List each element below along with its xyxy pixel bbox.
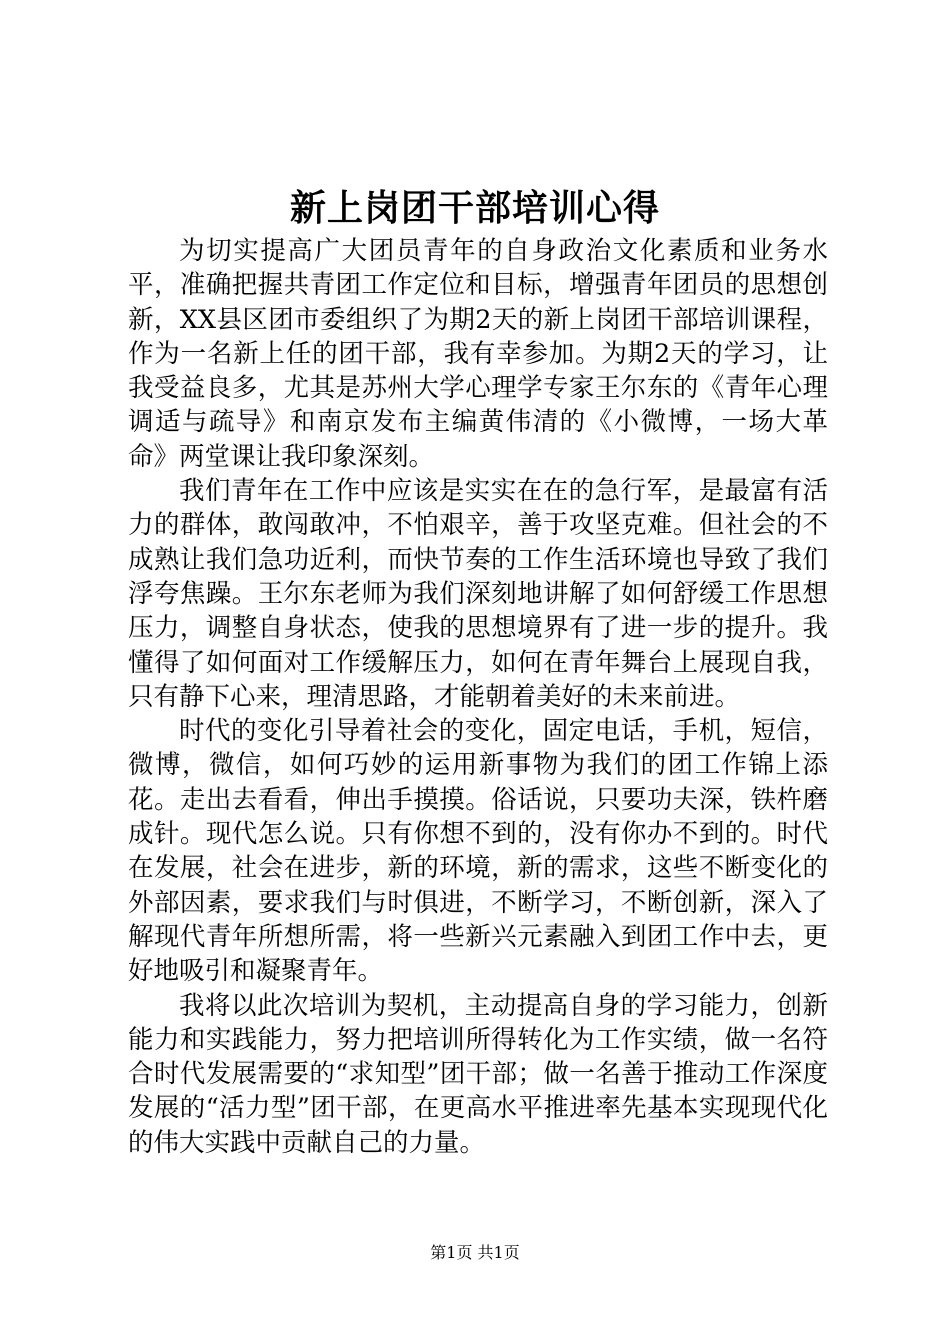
paragraph-3: 时代的变化引导着社会的变化，固定电话，手机，短信，微博，微信，如何巧妙的运用新事物为我们的团工作锦上添花。走出去看看，伸出手摸摸。俗话说，只要功夫深，铁杵磨成针。现代怎么说。只有你想不到的，没有你办不到的。时代在发展，社会在进步，新的环境，新的需求，这些不断变化的外部因素，要求我们与时俱进，不断学习，不断创新，深入了解现代青年所想所需，将一些新兴元素融入到团工作中去，更好地吸引和凝聚青年。 — [128, 716, 828, 987]
document-body — [128, 234, 828, 1160]
paragraph-4: 我将以此次培训为契机，主动提高自身的学习能力，创新能力和实践能力，努力把培训所得转化为工作实绩，做一名符合时代发展需要的“求知型”团干部；做一名善于推动工作深度发展的“活力型”团干部，在更高水平推进率先基本实现现代化的伟大实践中贡献自己的力量。 — [128, 990, 828, 1158]
page-number-footer: 第1页 共1页 — [430, 1243, 520, 1262]
paragraph-2: 我们青年在工作中应该是实实在在的急行军，是最富有活力的群体，敢闯敢冲，不怕艰辛，善于攻坚克难。但社会的不成熟让我们急功近利，而快节奏的工作生活环境也导致了我们浮夸焦躁。王尔东老师为我们深刻地讲解了如何舒缓工作思想压力，调整自身状态，使我的思想境界有了进一步的提升。我懂得了如何面对工作缓解压力，如何在青年舞台上展现自我，只有静下心来，理清思路，才能朝着美好的未来前进。 — [128, 476, 828, 712]
paragraph-1: 为切实提高广大团员青年的自身政治文化素质和业务水平，准确把握共青团工作定位和目标，增强青年团员的思想创新，XX县区团市委组织了为期2天的新上岗团干部培训课程，作为一名新上任的团干部，我有幸参加。为期2天的学习，让我受益良多，尤其是苏州大学心理学专家王尔东的《青年心理调适与疏导》和南京发布主编黄伟清的《小微博，一场大革命》两堂课让我印象深刻。 — [128, 236, 828, 472]
document-title: 新上岗团干部培训心得 — [289, 187, 660, 229]
